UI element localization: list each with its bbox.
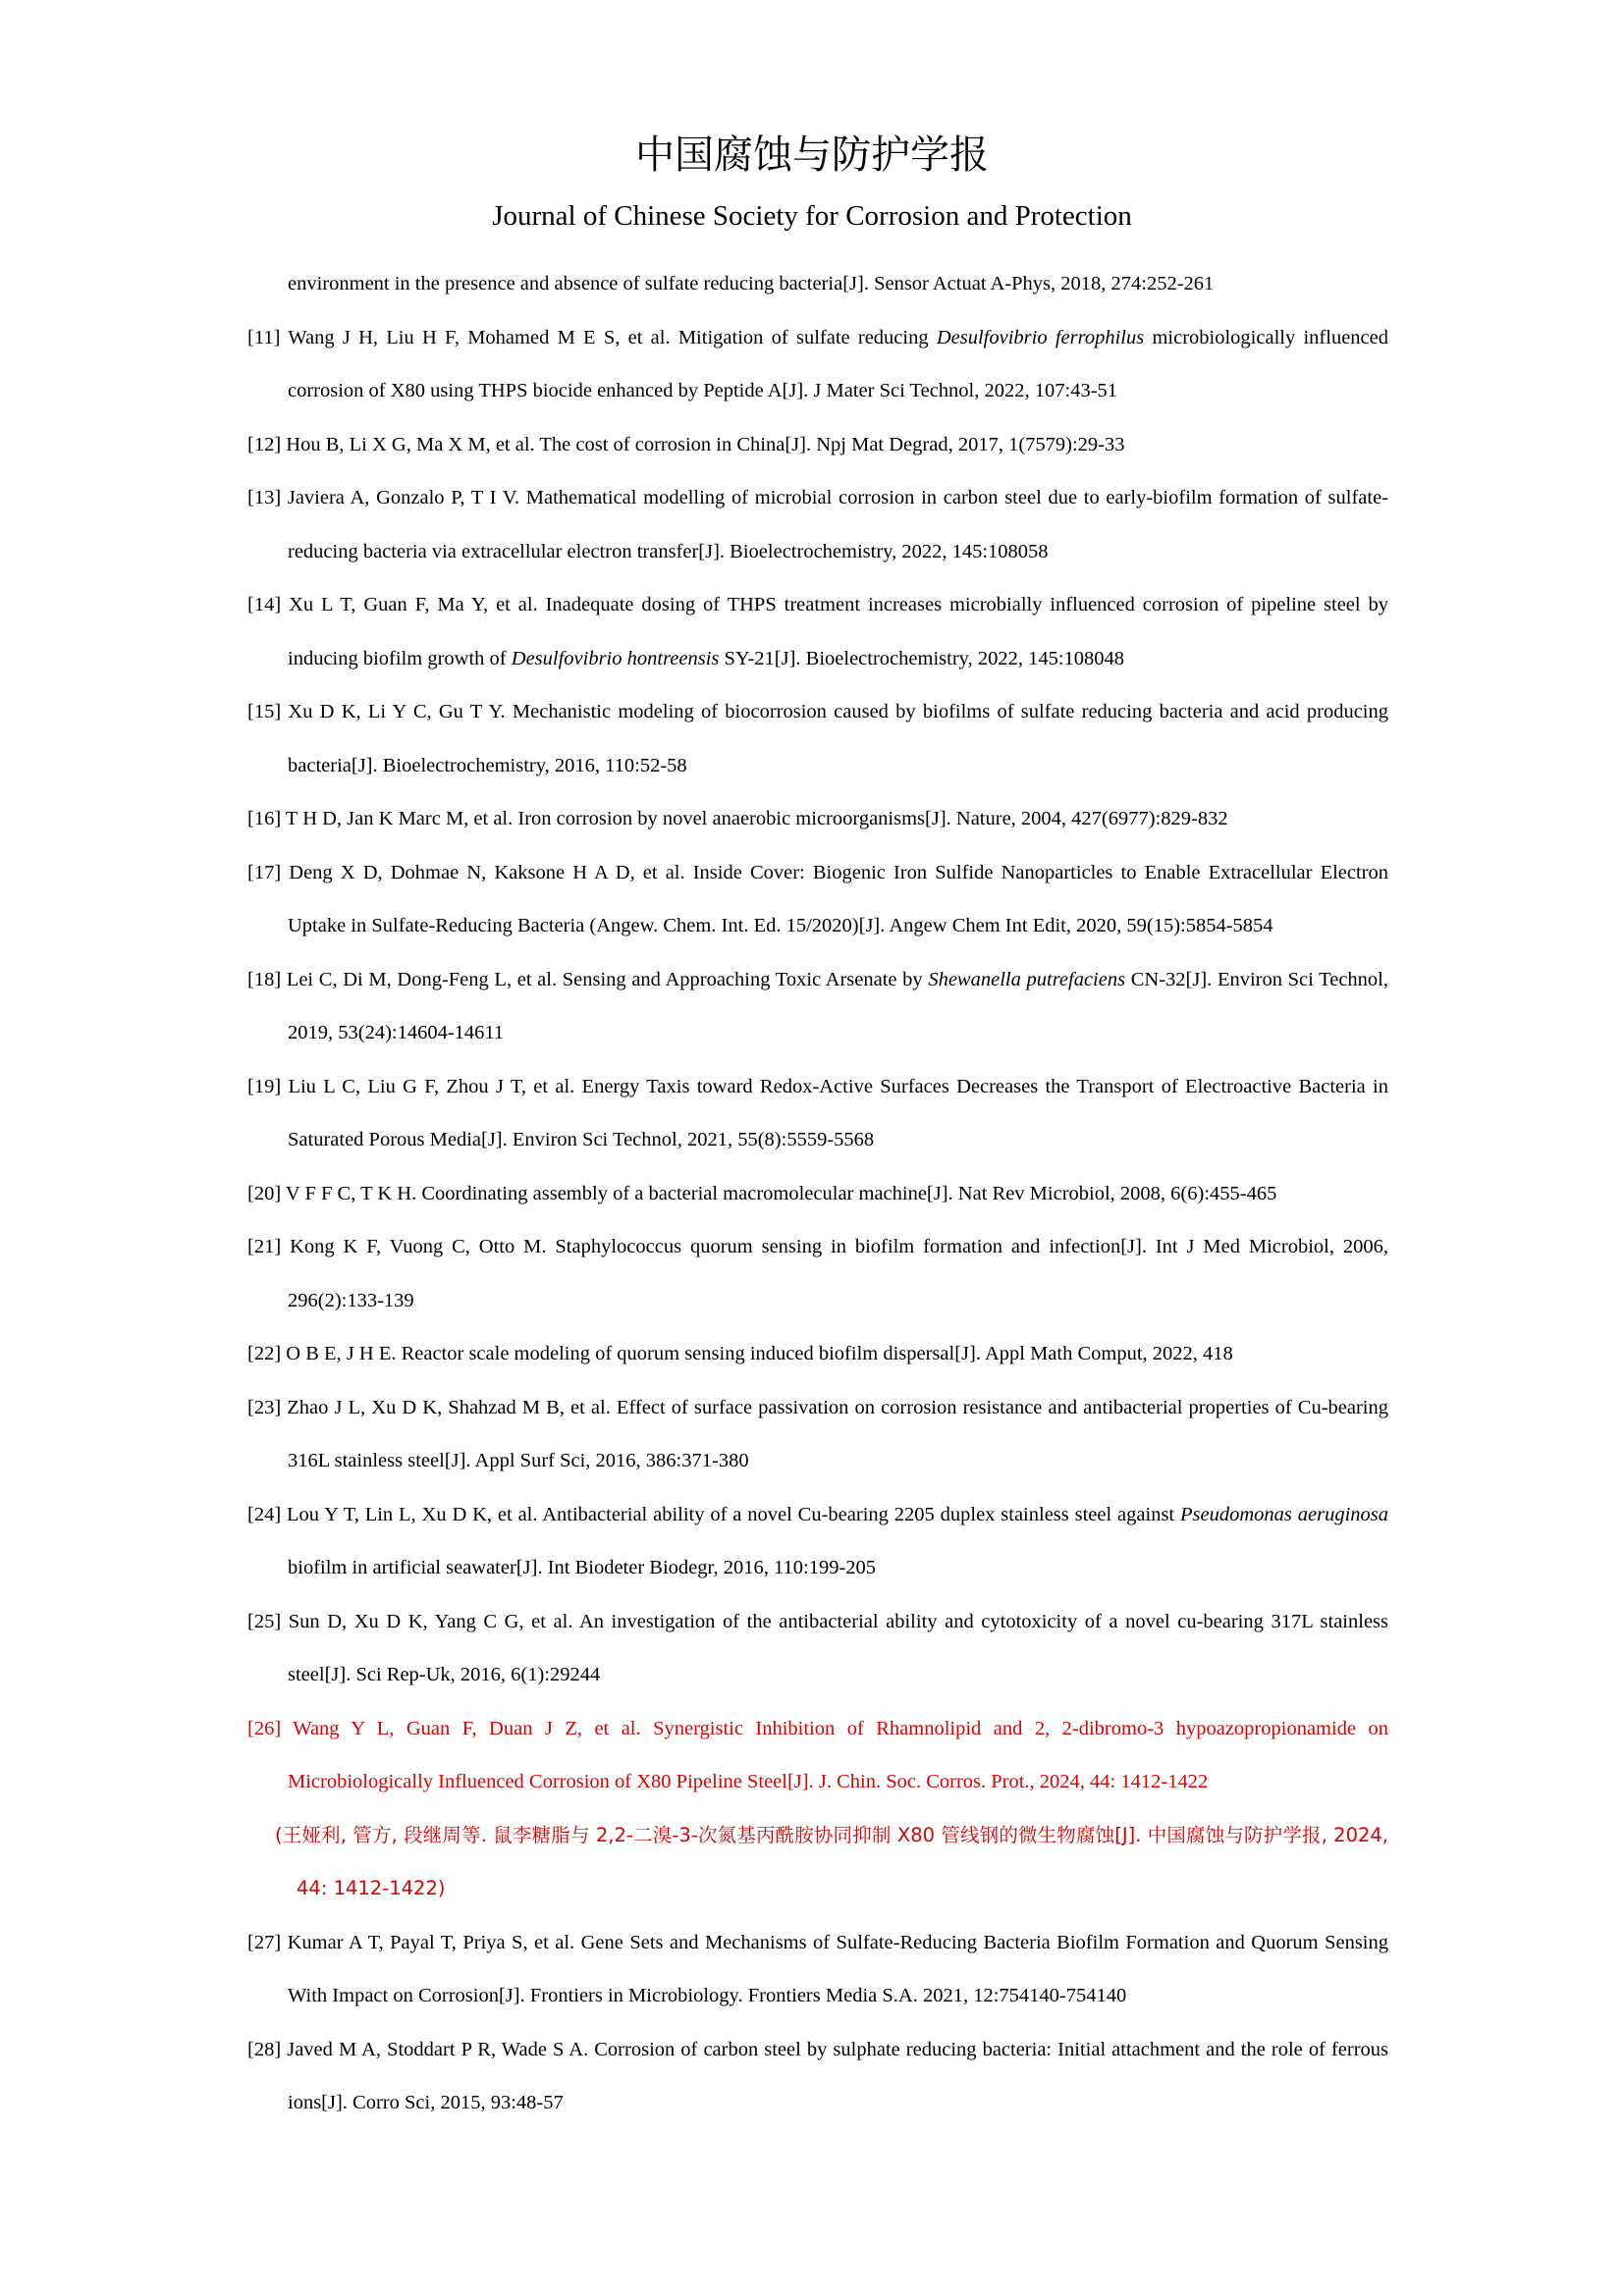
reference-10-continued: environment in the presence and absence of sulfate reducing bacteria[J]. Sensor Actuat A-Phys, 2018, 274:252-261 [288,273,1215,294]
reference-25 [247,1595,1388,1702]
reference-23 [247,1381,1388,1488]
reference-number: [16] [247,808,282,829]
reference-26-highlighted [247,1702,1388,1809]
reference-number: [18] [247,968,282,990]
reference-number: [19] [247,1075,282,1097]
reference-text: Deng X D, Dohmae N, Kaksone H A D, et al. Inside Cover: Biogenic Iron Sulfide Nanoparticles to Enable Extracellular Electron Uptake in Sulfate-Reducing Bacteria (Angew. Chem. Int. Ed. 15/2020)[J]. Angew Chem Int Edit, 2020, 59(15):5854-5854 [288,861,1389,936]
reference-text: CN-32[J]. Environ Sci Technol, 2019, 53(24):14604-14611 [288,968,1388,1043]
reference-18 [247,953,1388,1060]
reference-26-chinese: (王娅利, 管方, 段继周等. 鼠李糖脂与 2,2-二溴-3-次氮基丙酰胺协同抑制 X80 管线钢的微生物腐蚀[J]. 中国腐蚀与防护学报, 2024, 44: 1412-1422) [275,1823,1388,1899]
species-name: Pseudomonas aeruginosa [1180,1503,1388,1525]
reference-15 [247,685,1388,792]
reference-number: [26] [247,1717,282,1739]
reference-text: biofilm in artificial seawater[J]. Int Biodeter Biodegr, 2016, 110:199-205 [288,1557,877,1578]
reference-text: Javed M A, Stoddart P R, Wade S A. Corrosion of carbon steel by sulphate reducing bacteria: Initial attachment and the role of ferrous ions[J]. Corro Sci, 2015, 93:48-57 [287,2038,1389,2113]
reference-number: [20] [247,1182,282,1204]
reference-17 [247,846,1388,953]
reference-16 [247,792,1388,846]
journal-title-en: Journal of Chinese Society for Corrosion and Protection [492,200,1132,232]
reference-number: [27] [247,1931,282,1953]
reference-text: microbiologically influenced corrosion of X80 using THPS biocide enhanced by Peptide A[J]. J Mater Sci Technol, 2022, 107:43-51 [288,326,1388,401]
reference-text: Lou Y T, Lin L, Xu D K, et al. Antibacterial ability of a novel Cu-bearing 2205 duplex stainless steel against [287,1503,1180,1525]
reference-11 [247,311,1388,418]
reference-19 [247,1060,1388,1167]
reference-27 [247,1916,1388,2023]
species-name: Desulfovibrio hontreensis [511,647,720,669]
reference-text: Zhao J L, Xu D K, Shahzad M B, et al. Effect of surface passivation on corrosion resistance and antibacterial properties of Cu-bearing 316L stainless steel[J]. Appl Surf Sci, 2016, 386:371-380 [287,1396,1389,1471]
reference-text: Sun D, Xu D K, Yang C G, et al. An investigation of the antibacterial ability and cytotoxicity of a novel cu-bearing 317L stainless steel[J]. Sci Rep-Uk, 2016, 6(1):29244 [288,1610,1388,1685]
reference-21 [247,1220,1388,1327]
reference-number: [14] [247,594,282,615]
reference-text: O B E, J H E. Reactor scale modeling of quorum sensing induced biofilm dispersal[J]. Appl Math Comput, 2022, 418 [286,1343,1233,1364]
reference-number: [24] [247,1503,282,1525]
reference-20 [247,1167,1388,1221]
reference-number: [17] [247,861,282,883]
reference-text: T H D, Jan K Marc M, et al. Iron corrosion by novel anaerobic microorganisms[J]. Nature, 2004, 427(6977):829-832 [285,808,1228,829]
reference-text: Xu L T, Guan F, Ma Y, et al. Inadequate dosing of THPS treatment increases microbially influenced corrosion of pipeline steel by inducing biofilm growth of [288,594,1388,669]
reference-text: Xu D K, Li Y C, Gu T Y. Mechanistic modeling of biocorrosion caused by biofilms of sulfate reducing bacteria and acid producing bacteria[J]. Bioelectrochemistry, 2016, 110:52-58 [288,701,1388,776]
reference-number: [15] [247,701,282,722]
reference-number: [22] [247,1343,282,1364]
journal-title-cn: 中国腐蚀与防护学报 [635,133,989,178]
reference-text: Hou B, Li X G, Ma X M, et al. The cost of corrosion in China[J]. Npj Mat Degrad, 2017, 1(7579):29-33 [286,433,1125,455]
reference-12 [247,418,1388,472]
reference-text: Kong K F, Vuong C, Otto M. Staphylococcus quorum sensing in biofilm formation and infection[J]. Int J Med Microbiol, 2006, 296(2):133-139 [288,1236,1388,1311]
reference-text: Lei C, Di M, Dong-Feng L, et al. Sensing and Approaching Toxic Arsenate by [286,968,929,990]
reference-number: [11] [247,326,281,348]
reference-24 [247,1488,1388,1595]
reference-number: [25] [247,1610,282,1632]
reference-text: V F F C, T K H. Coordinating assembly of a bacterial macromolecular machine[J]. Nat Rev Microbiol, 2008, 6(6):455-465 [285,1182,1277,1204]
reference-text: SY-21[J]. Bioelectrochemistry, 2022, 145:108048 [719,647,1125,669]
species-name: Shewanella putrefaciens [928,968,1126,990]
reference-text: Liu L C, Liu G F, Zhou J T, et al. Energy Taxis toward Redox-Active Surfaces Decreases the Transport of Electroactive Bacteria in Saturated Porous Media[J]. Environ Sci Technol, 2021, 55(8):5559-5568 [288,1075,1389,1150]
reference-text: Wang Y L, Guan F, Duan J Z, et al. Synergistic Inhibition of Rhamnolipid and 2, 2-dibromo-3 hypoazopropionamide on Microbiologically Influenced Corrosion of X80 Pipeline Steel[J]. J. Chin. Soc. Corros. Prot., 2024, 44: 1412-1422 [288,1717,1388,1792]
reference-number: [13] [247,487,282,508]
reference-13 [247,471,1388,578]
reference-number: [12] [247,433,282,455]
reference-list [247,257,1388,2130]
reference-22 [247,1327,1388,1381]
reference-number: [21] [247,1236,282,1257]
reference-number: [28] [247,2038,282,2060]
species-name: Desulfovibrio ferrophilus [936,326,1145,348]
reference-text: Wang J H, Liu H F, Mohamed M E S, et al. Mitigation of sulfate reducing [288,326,937,348]
reference-text: Javiera A, Gonzalo P, T I V. Mathematical modelling of microbial corrosion in carbon steel due to early-biofilm formation of sulfate-reducing bacteria via extracellular electron transfer[J]. Bioelectrochemistry, 2022, 145:108058 [287,487,1389,562]
reference-number: [23] [247,1396,282,1418]
reference-text: Kumar A T, Payal T, Priya S, et al. Gene Sets and Mechanisms of Sulfate-Reducing Bacteria Biofilm Formation and Quorum Sensing With Impact on Corrosion[J]. Frontiers in Microbiology. Frontiers Media S.A. 2021, 12:754140-754140 [287,1931,1388,2006]
reference-14 [247,578,1388,685]
reference-28 [247,2023,1388,2130]
